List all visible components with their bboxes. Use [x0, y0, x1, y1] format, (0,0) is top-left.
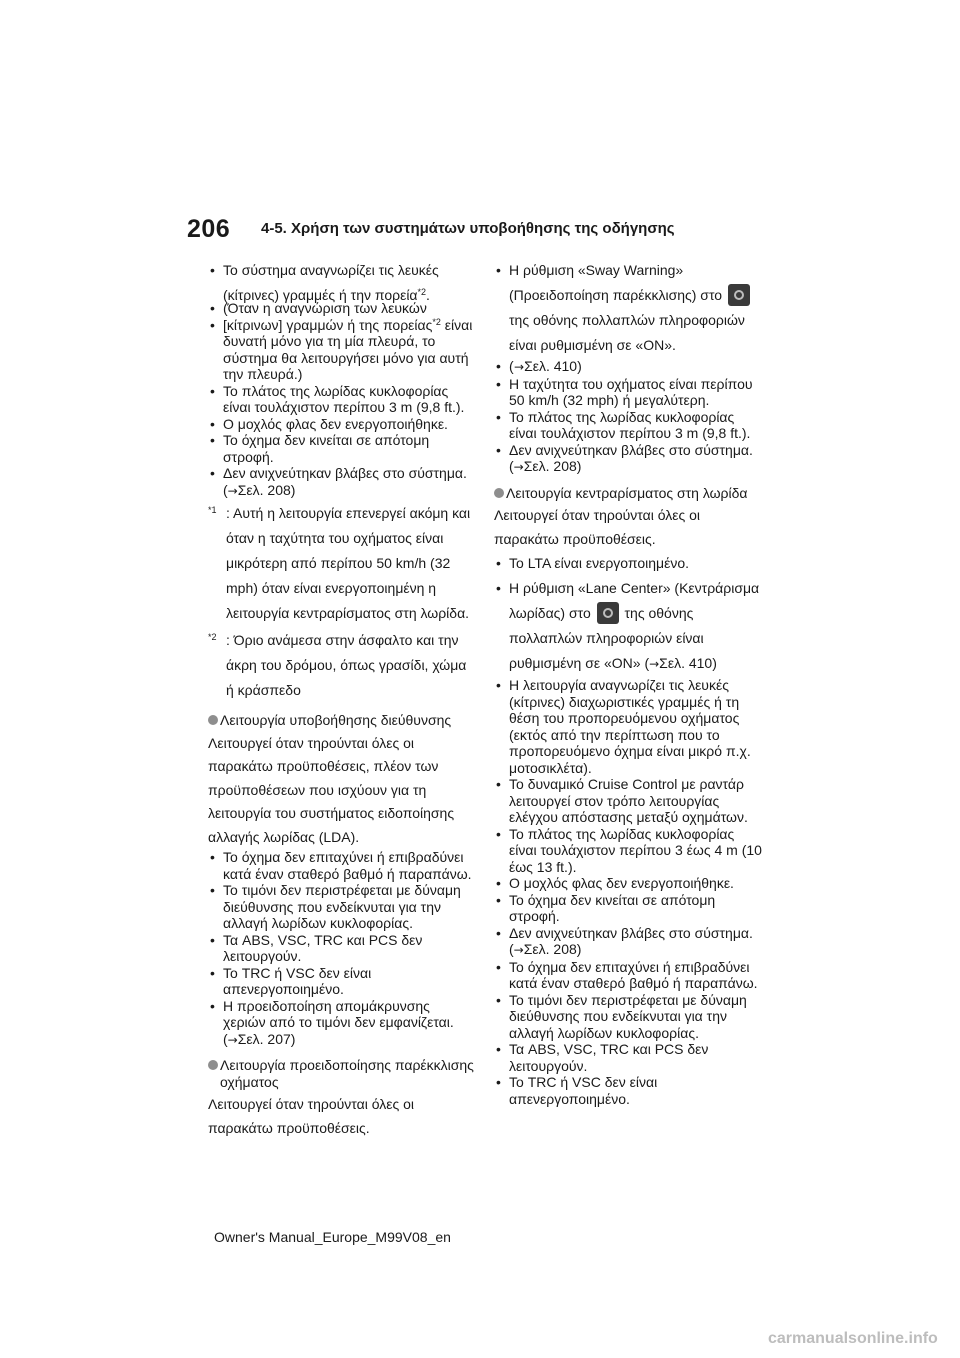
- list-item: • Το όχημα δεν επιταχύνει ή επιβραδύνει κατά έναν σταθερό βαθμό ή παραπάνω.: [208, 849, 476, 882]
- arrow-icon: →: [513, 460, 524, 474]
- watermark: carmanualsonline.info: [768, 1330, 938, 1347]
- list-item: • Τα ABS, VSC, TRC και PCS δεν λειτουργούν.: [494, 1041, 762, 1074]
- list-item: • Η ταχύτητα του οχήματος είναι περίπου 50 km/h (32 mph) ή μεγαλύτερη.: [494, 376, 762, 409]
- section-heading: Λειτουργία κεντραρίσματος στη λωρίδα: [494, 485, 762, 502]
- list-item: • Ο μοχλός φλας δεν ενεργοποιήθηκε.: [494, 875, 762, 892]
- list-item: • Το δυναμικό Cruise Control με ραντάρ λειτουργεί στον τρόπο λειτουργίας ελέγχου απόστασης μεταξύ οχημάτων.: [494, 776, 762, 826]
- list-item-cont: • ( →Σελ. 410): [494, 358, 762, 376]
- list-item: • Το τιμόνι δεν περιστρέφεται με δύναμη διεύθυνσης που ενδείκνυται για την αλλαγή λωρίδων κυκλοφορίας.: [208, 882, 476, 932]
- arrow-icon: →: [227, 1032, 238, 1047]
- footnote-1: $^{*1}$ : Αυτή η λειτουργία επενεργεί ακόμη και όταν η ταχύτητα του οχήματος είναι μικρότερη από περίπου 50 km/h (32 mph) όταν είναι ενεργοποιημένη η λειτουργία κεντραρίσματος στη λωρίδα.: [208, 505, 471, 621]
- list-item: • Τα ABS, VSC, TRC και PCS δεν λειτουργούν.: [208, 932, 476, 965]
- list-item: • Δεν ανιχνεύτηκαν βλάβες στο σύστημα. (→Σελ. 208): [494, 925, 762, 959]
- list-item: • Το πλάτος της λωρίδας κυκλοφορίας είναι τουλάχιστον περίπου 3 m (9,8 ft.).: [208, 383, 476, 416]
- paragraph: Λειτουργεί όταν τηρούνται όλες οι παρακάτω προϋποθέσεις, πλέον των προϋποθέσεων που ισχύουν για τη λειτουργία του συστήματος ειδοποίησης αλλαγής λωρίδας (LDA).: [208, 734, 455, 845]
- list-item: • Η λειτουργία αναγνωρίζει τις λευκές (κίτρινες) διαχωριστικές γραμμές ή τη θέση του προπορευόμενου οχήματος (εκτός από την περίπτωση που το προπορευόμενο όχημα είναι μικρό π.χ. μοτοσικλέτα).: [494, 677, 762, 776]
- bullet-circle-icon: [208, 715, 218, 725]
- list-item: • Η ρύθμιση «Sway Warning» (Προειδοποίηση παρέκκλισης) στο της οθόνης πολλαπλών πληροφοριών είναι ρυθμισμένη σε «ON».: [494, 258, 762, 358]
- paragraph: Λειτουργεί όταν τηρούνται όλες οι παρακάτω προϋποθέσεις.: [494, 507, 701, 547]
- arrow-icon: →: [649, 657, 660, 671]
- list-item: • Δεν ανιχνεύτηκαν βλάβες στο σύστημα. (→Σελ. 208): [494, 442, 762, 476]
- list-item: • Ο μοχλός φλας δεν ενεργοποιήθηκε.: [208, 416, 476, 433]
- settings-gear-icon: [728, 284, 750, 306]
- bullet-circle-icon: [208, 1060, 218, 1070]
- left-column: [208, 258, 476, 1140]
- list-item: • Το πλάτος της λωρίδας κυκλοφορίας είναι τουλάχιστον περίπου 3 m (9,8 ft.).: [494, 409, 762, 442]
- bullet-circle-icon: [494, 488, 504, 498]
- right-column: [494, 258, 762, 1107]
- list-item: • Η ρύθμιση «Lane Center» (Κεντράρισμα λωρίδας) στο της οθόνης πολλαπλών πληροφοριών είναι ρυθμισμένη σε «ON» (→Σελ. 410): [494, 576, 762, 677]
- settings-gear-icon: [597, 602, 619, 624]
- list-item: • Το πλάτος της λωρίδας κυκλοφορίας είναι τουλάχιστον περίπου 3 έως 4 m (10 έως 13 ft.).: [494, 826, 762, 876]
- footnote-2: $^{*2}$ : Όριο ανάμεσα στην άσφαλτο και την άκρη του δρόμου, όπως γρασίδι, χώμα ή κράσπεδο: [208, 632, 467, 698]
- page-number: 206: [187, 215, 231, 243]
- footer-manual-id: Owner's Manual_Europe_M99V08_en: [214, 1229, 451, 1245]
- section-heading: Λειτουργία προειδοποίησης παρέκκλισης οχήματος: [208, 1057, 476, 1090]
- paragraph: Λειτουργεί όταν τηρούνται όλες οι παρακάτω προϋποθέσεις.: [208, 1096, 415, 1136]
- list-item: • Δεν ανιχνεύτηκαν βλάβες στο σύστημα. (→Σελ. 208): [208, 465, 476, 499]
- list-item: • Το όχημα δεν κινείται σε απότομη στροφή.: [494, 892, 762, 925]
- list-item: • Το TRC ή VSC δεν είναι απενεργοποιημένο.: [494, 1074, 762, 1107]
- list-item: • Το LTA είναι ενεργοποιημένο.: [494, 551, 762, 576]
- list-item: • Το όχημα δεν επιταχύνει ή επιβραδύνει κατά έναν σταθερό βαθμό ή παραπάνω.: [494, 959, 762, 992]
- arrow-icon: →: [513, 943, 524, 957]
- arrow-icon: →: [514, 360, 525, 374]
- list-item: • Το TRC ή VSC δεν είναι απενεργοποιημένο.: [208, 965, 476, 998]
- section-heading: Λειτουργία υποβοήθησης διεύθυνσης: [208, 712, 476, 729]
- list-item: • Το τιμόνι δεν περιστρέφεται με δύναμη διεύθυνσης που ενδείκνυται για την αλλαγή λωρίδων κυκλοφορίας.: [494, 992, 762, 1042]
- arrow-icon: →: [227, 483, 238, 498]
- list-item: • Η προειδοποίηση απομάκρυνσης χεριών από το τιμόνι δεν εμφανίζεται. (→Σελ. 207): [208, 998, 476, 1049]
- list-item-cont: • [κίτρινων] γραμμών ή της πορείας$^{*2}$ είναι δυνατή μόνο για τη μία πλευρά, το σύστημα θα λειτουργήσει μόνο για αυτή την πλευρά.): [208, 317, 476, 383]
- list-item: • Το σύστημα αναγνωρίζει τις λευκές (κίτρινες) γραμμές ή την πορεία$^{*2}$.: [208, 258, 476, 308]
- list-item-cont: • (Όταν η αναγνώριση των λευκών: [208, 300, 476, 317]
- section-title: 4-5. Χρήση των συστημάτων υποβοήθησης της οδήγησης: [261, 220, 675, 237]
- list-item: • Το όχημα δεν κινείται σε απότομη στροφή.: [208, 432, 476, 465]
